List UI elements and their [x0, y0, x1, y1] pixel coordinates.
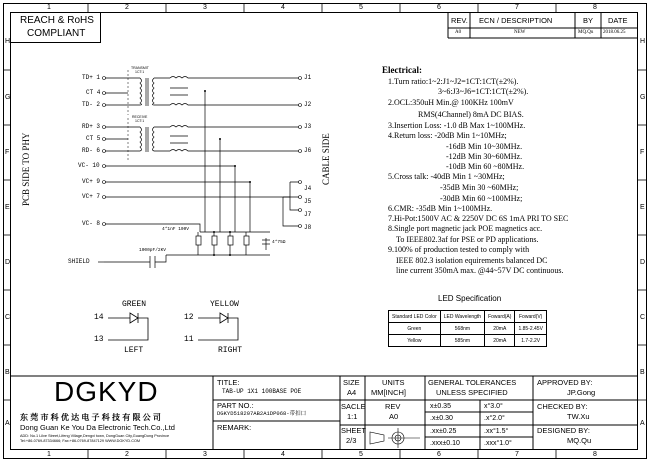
- transformer-label: TRANSMIT: [131, 66, 149, 70]
- scale-label: SACLE: [341, 402, 366, 411]
- left-led-label: LEFT: [124, 346, 144, 355]
- note-line: 3~6:J3~J6=1CT:1CT(±2%).: [438, 87, 529, 96]
- compliance-line2: COMPLIANT: [27, 28, 86, 39]
- tolerance-angular: x°3.0°: [484, 403, 503, 410]
- date-value: 2018.06.25: [603, 30, 626, 35]
- row-label: G: [640, 94, 646, 101]
- col-label: 5: [359, 451, 363, 458]
- pin-label: RD- 6: [82, 147, 101, 154]
- col-label: 2: [125, 451, 129, 458]
- partno-value: DGKYD518207AB2A1DP068-带扣口: [217, 410, 307, 417]
- col-label: 8: [593, 4, 597, 11]
- pin-label: CT 4: [86, 89, 101, 96]
- resistor-label: 4*75Ω: [272, 240, 286, 245]
- col-label: 2: [125, 4, 129, 11]
- tolerance-angular: .x°2.0°: [484, 415, 505, 422]
- table-row: [389, 323, 547, 335]
- pin-label: TD- 2: [82, 101, 101, 108]
- company-name-en: Dong Guan Ke You Da Electronic Tech.Co.,Ltd: [20, 423, 175, 432]
- tolerance-angular: .xx°1.5°: [484, 428, 509, 435]
- note-line: -16dB Min 10~30MHz.: [446, 142, 523, 151]
- sheet-label: SHEET: [341, 426, 367, 435]
- jack-pin-label: J6: [304, 147, 312, 154]
- note-line: To IEEE802.3af for PSE or PD applications.: [396, 235, 539, 244]
- led-diagrams: [108, 313, 238, 340]
- jack-pin-label: J1: [304, 74, 312, 81]
- pin-label: TD+ 1: [82, 74, 101, 81]
- size-value: A4: [347, 388, 357, 397]
- table-cell: 585nm: [440, 335, 484, 347]
- note-line: 2.OCL:350uH Min.@ 100KHz 100mV: [388, 98, 514, 107]
- sheet-value: 2/3: [346, 436, 357, 445]
- tolerance-angular: .xxx°1.0°: [484, 440, 512, 447]
- pin-label: VC+ 9: [82, 178, 101, 185]
- pin-label: VC- 8: [82, 220, 101, 227]
- jack-pin-label: J8: [304, 224, 312, 231]
- tolerance-linear: x±0.35: [430, 403, 451, 410]
- size-label: SIZE: [343, 378, 360, 387]
- pin-label: 11: [184, 335, 194, 344]
- pin-label: CT 5: [86, 135, 101, 142]
- cap-label: 4*1nF 100V: [162, 227, 190, 232]
- pin-label: VC+ 7: [82, 193, 101, 200]
- compliance-line1: REACH & RoHS: [20, 15, 94, 26]
- projection-symbol: [370, 428, 420, 448]
- scale-value: 1:1: [347, 412, 358, 421]
- note-line: -12dB Min 30~60MHz.: [446, 152, 523, 161]
- checked-label: CHECKED BY:: [537, 402, 588, 411]
- note-line: -35dB Min 30 ~60MHz;: [440, 183, 519, 192]
- table-cell: 1.85-2.45V: [515, 323, 546, 335]
- by-header: BY: [583, 16, 594, 25]
- row-label: D: [640, 259, 646, 266]
- pin-label: 14: [94, 313, 104, 322]
- pin-label: 13: [94, 335, 104, 344]
- jack-pin-label: J5: [304, 198, 312, 205]
- row-label: G: [5, 94, 11, 101]
- right-led-label: RIGHT: [218, 346, 243, 355]
- table-cell: 1.7-2.2V: [515, 335, 546, 347]
- title-label: TITLE:: [217, 378, 240, 387]
- row-label: H: [640, 38, 646, 45]
- row-label: A: [5, 420, 10, 427]
- table-cell: 20mA: [485, 335, 515, 347]
- pin-label: VC- 10: [78, 162, 100, 169]
- row-label: E: [5, 204, 10, 211]
- table-cell: Green: [389, 323, 441, 335]
- row-label: H: [5, 38, 11, 45]
- checked-value: TW.Xu: [567, 412, 590, 421]
- jack-pin-label: J4: [304, 185, 312, 192]
- schematic: [98, 77, 300, 269]
- row-label: F: [640, 149, 645, 156]
- title-value: TAB-UP 1X1 100BASE POE: [222, 388, 302, 395]
- cable-side-label: CABLE SIDE: [321, 133, 331, 185]
- table-header: Foward(A): [485, 311, 515, 323]
- company-address: ADD: No.1 Lilve Street,Lifeng Village,Dengxi town, DongGuan City,GuangDong Province: [20, 434, 170, 438]
- date-header: DATE: [608, 16, 628, 25]
- note-line: 9.100% of production tested to comply with: [388, 245, 530, 254]
- transformer-ratio: 1CT:1: [135, 70, 145, 74]
- tolerance-linear: .xx±0.25: [430, 428, 457, 435]
- col-label: 4: [281, 4, 285, 11]
- note-line: 5.Cross talk: -40dB Min 1 ~30MHz;: [388, 172, 505, 181]
- jack-pin-label: J2: [304, 101, 312, 108]
- col-label: 5: [359, 4, 363, 11]
- note-line: 7.Hi-Pot:1500V AC & 2250V DC 6S 1mA PRI TO SEC: [388, 214, 569, 223]
- table-header: Standard LED Color: [389, 311, 441, 323]
- tolerance-title: GENERAL TOLERANCES: [428, 378, 517, 387]
- company-contact: Tel:+86-0769-87334666; Fax:+86-0769-87847129 WWW.DGKYD.COM: [20, 439, 141, 443]
- col-label: 1: [47, 451, 51, 458]
- col-label: 6: [437, 451, 441, 458]
- note-line: -30dB Min 60 ~100MHz;: [440, 194, 523, 203]
- row-label: B: [5, 369, 10, 376]
- table-cell: 568nm: [440, 323, 484, 335]
- electrical-title: Electrical:: [382, 65, 422, 75]
- col-label: 7: [515, 4, 519, 11]
- table-row: [389, 335, 547, 347]
- col-label: 1: [47, 4, 51, 11]
- pcb-side-label: PCB SIDE TO PHY: [21, 132, 31, 206]
- note-line: 1.Turn ratio:1~2:J1~J2=1CT:1CT(±2%).: [388, 77, 519, 86]
- note-line: line current 350mA max. @44~57V DC continuous.: [396, 266, 564, 275]
- table-cell: 20mA: [485, 323, 515, 335]
- transformer-ratio: 1CT:1: [135, 119, 145, 123]
- note-line: IEEE 802.3 isolation equirements balanced DC: [396, 256, 548, 265]
- tolerance-linear: .xxx±0.10: [430, 440, 460, 447]
- shield-label: SHIELD: [68, 258, 90, 265]
- cap-label: 1000pF/2KV: [139, 248, 167, 253]
- col-label: 4: [281, 451, 285, 458]
- tolerance-subtitle: UNLESS SPECIFIED: [436, 388, 508, 397]
- note-line: -10dB Min 60 ~80MHz.: [446, 162, 525, 171]
- rev-label: REV: [385, 402, 401, 411]
- rev-value: A0: [389, 412, 399, 421]
- led-spec-table: [388, 310, 547, 347]
- col-label: 8: [593, 451, 597, 458]
- units-value: MM[INCH]: [371, 388, 406, 397]
- by-value: MQ.Qu: [578, 30, 594, 35]
- pin-label: 12: [184, 313, 194, 322]
- approved-value: JP.Gong: [567, 388, 596, 397]
- remark-label: REMARK:: [217, 423, 252, 432]
- desc-value: NEW: [514, 30, 526, 35]
- company-name-cn: 东 莞 市 科 优 达 电 子 科 技 有 限 公 司: [20, 413, 161, 422]
- col-label: 3: [203, 451, 207, 458]
- table-cell: Yellow: [389, 335, 441, 347]
- green-led-label: GREEN: [122, 300, 147, 309]
- rev-header: REV.: [451, 16, 468, 25]
- transformer-label: RECEIVE: [132, 115, 148, 119]
- jack-pin-label: J3: [304, 123, 312, 130]
- note-line: 8.Single port magnetic jack POE magnetics acc.: [388, 224, 543, 233]
- partno-label: PART NO.:: [217, 401, 254, 410]
- yellow-led-label: YELLOW: [210, 300, 239, 309]
- table-header: Foward(V): [515, 311, 546, 323]
- units-label: UNITS: [382, 378, 405, 387]
- note-line: 3.Insertion Loss: -1.0 dB Max 1~100MHz.: [388, 121, 526, 130]
- row-label: A: [640, 420, 645, 427]
- approved-label: APPROVED BY:: [537, 378, 593, 387]
- row-label: C: [640, 314, 646, 321]
- col-label: 3: [203, 4, 207, 11]
- col-label: 6: [437, 4, 441, 11]
- designed-label: DESIGNED BY:: [537, 426, 590, 435]
- row-label: B: [640, 369, 645, 376]
- jack-pin-label: J7: [304, 211, 312, 218]
- tolerance-linear: .x±0.30: [430, 415, 453, 422]
- row-label: C: [5, 314, 11, 321]
- ecn-header: ECN / DESCRIPTION: [479, 16, 553, 25]
- table-header: LED Wavelength: [440, 311, 484, 323]
- table-row: [389, 311, 547, 323]
- col-label: 7: [515, 451, 519, 458]
- company-logo: DGKYD: [54, 376, 159, 407]
- designed-value: MQ.Qu: [567, 436, 592, 445]
- row-label: E: [640, 204, 645, 211]
- note-line: 4.Return loss: -20dB Min 1~10MHz;: [388, 131, 507, 140]
- led-spec-title: LED Specification: [438, 294, 502, 303]
- rev-value: A0: [455, 30, 462, 35]
- row-label: F: [5, 149, 10, 156]
- row-label: D: [5, 259, 11, 266]
- pin-label: RD+ 3: [82, 123, 101, 130]
- note-line: RMS(4Channel) 8mA DC BIAS.: [418, 110, 524, 119]
- note-line: 6.CMR: -35dB Min 1~100MHz.: [388, 204, 493, 213]
